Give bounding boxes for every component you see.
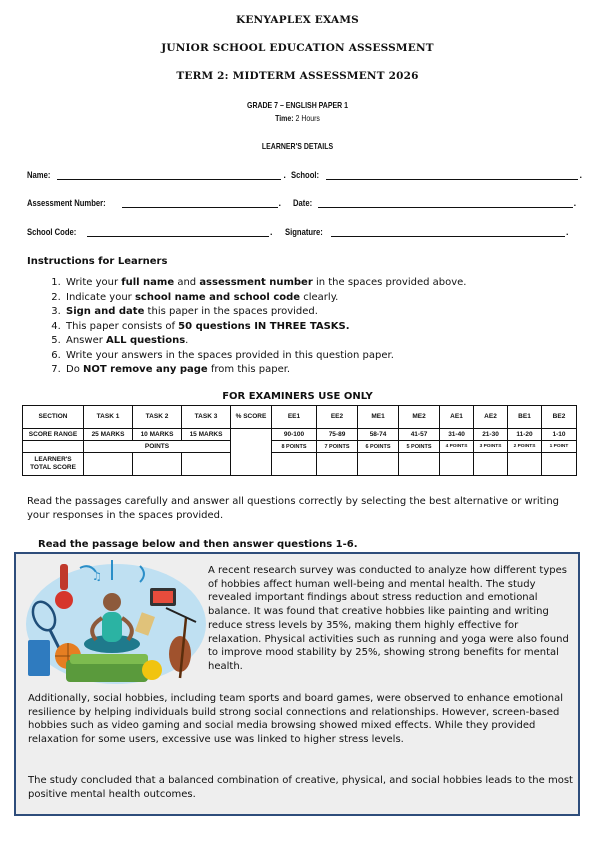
assessment-number-label: Assessment Number: [27, 198, 106, 208]
school-code-label: School Code: [27, 227, 77, 237]
signature-field[interactable] [331, 228, 565, 237]
table-cell[interactable] [317, 453, 358, 476]
table-cell: 7 POINTS [317, 441, 358, 453]
table-cell: 3 POINTS [474, 441, 508, 453]
time-line [54, 113, 542, 123]
table-cell: 6 POINTS [358, 441, 399, 453]
table-cell: BE1 [508, 406, 542, 429]
name-label: Name: [27, 170, 51, 180]
table-cell[interactable] [399, 453, 440, 476]
table-cell: 31-40 [440, 429, 474, 441]
table-cell[interactable] [508, 453, 542, 476]
time-value: 2 Hours [295, 113, 320, 123]
table-cell: LEARNER'S TOTAL SCORE [23, 453, 84, 476]
name-school-row: Name: . School: . [27, 170, 582, 180]
table-cell [23, 441, 84, 453]
general-instruction: Read the passages carefully and answer all questions correctly by selecting the best alternative or writing your responses in the spaces provided. [27, 496, 560, 521]
table-cell: EE2 [317, 406, 358, 429]
examiners-title: FOR EXAMINERS USE ONLY [222, 391, 373, 402]
table-cell: BE2 [542, 406, 577, 429]
instruction-item: 5. Answer ALL questions. [64, 334, 584, 349]
hobbies-meditation-illustration-icon [20, 558, 210, 688]
table-cell: 15 MARKS [182, 429, 231, 441]
passage-paragraph-2: Additionally, social hobbies, including team sports and board games, were observed to enhance emotional resilience by helping individuals build strong social connections and relationships. However, screen-based hobbies such as video gaming and social media browsing showed mixed effects. While they provided relaxation for some users, excessive use was linked to higher stress levels. [28, 693, 564, 746]
table-cell: 8 POINTS [272, 441, 317, 453]
instruction-item: 3. Sign and date this paper in the spaces provided. [64, 305, 584, 320]
score-range-row [23, 429, 577, 441]
instruction-item: 1. Write your full name and assessment number in the spaces provided above. [64, 276, 584, 291]
learner-details-title: LEARNER'S DETAILS [261, 141, 334, 151]
instruction-item: 4. This paper consists of 50 questions IN THREE TASKS. [64, 320, 584, 335]
school-label: School: [290, 170, 319, 180]
table-cell: 41-57 [399, 429, 440, 441]
table-cell: 2 POINTS [508, 441, 542, 453]
paper-title: GRADE 7 – ENGLISH PAPER 1 [247, 100, 348, 110]
task3-score-cell[interactable] [182, 453, 231, 476]
table-cell: EE1 [272, 406, 317, 429]
table-cell: SCORE RANGE [23, 429, 84, 441]
table-cell: 25 MARKS [84, 429, 133, 441]
task1-score-cell[interactable] [84, 453, 133, 476]
table-cell: TASK 1 [84, 406, 133, 429]
code-signature-row: School Code: . Signature: . [27, 227, 569, 237]
table-cell: 1-10 [542, 429, 577, 441]
table-cell[interactable] [358, 453, 399, 476]
assessment-number-field[interactable] [122, 199, 278, 208]
task2-score-cell[interactable] [133, 453, 182, 476]
table-cell: TASK 2 [133, 406, 182, 429]
instruction-item: 7. Do NOT remove any page from this paper. [64, 363, 584, 378]
table-cell: SECTION [23, 406, 84, 429]
table-cell: 58-74 [358, 429, 399, 441]
table-cell: 11-20 [508, 429, 542, 441]
table-cell: 10 MARKS [133, 429, 182, 441]
table-cell: 1 POINT [542, 441, 577, 453]
examiners-table [22, 405, 577, 476]
signature-label: Signature: [284, 227, 323, 237]
passage-paragraph-1: A recent research survey was conducted to analyze how different types of hobbies affect human well-being and mental health. The study revealed important findings about stress reduction and emotional balance. It was found that creative hobbies like painting and writing reduce stress levels by 35%, making them highly effective for relaxation. Physical activities such as running and yoga were also found to improve mood stability by 25%, showing strong benefits for mental health. [208, 565, 569, 672]
points-row [23, 441, 577, 453]
school-field[interactable] [326, 171, 579, 180]
passage-heading: Read the passage below and then answer questions 1-6. [38, 539, 358, 550]
school-code-field[interactable] [87, 228, 269, 237]
table-cell: AE2 [474, 406, 508, 429]
total-score-row [23, 453, 577, 476]
assessment-date-row: Assessment Number: . Date: . [27, 198, 577, 208]
table-cell: % SCORE [231, 406, 272, 429]
date-label: Date: [293, 198, 313, 208]
exam-body-title: KENYAPLEX EXAMS [236, 14, 359, 26]
table-cell: 75-89 [317, 429, 358, 441]
svg-text:♫: ♫ [92, 570, 102, 583]
passage-box [14, 552, 580, 816]
table-cell: ME2 [399, 406, 440, 429]
date-field[interactable] [318, 199, 573, 208]
table-cell: TASK 3 [182, 406, 231, 429]
instruction-item: 2. Indicate your school name and school code clearly. [64, 291, 584, 306]
instructions-title: Instructions for Learners [27, 256, 168, 267]
table-cell[interactable] [474, 453, 508, 476]
percent-score-cell[interactable] [231, 429, 272, 476]
assessment-title: JUNIOR SCHOOL EDUCATION ASSESSMENT [161, 42, 434, 54]
passage-paragraph-3: The study concluded that a balanced combination of creative, physical, and social hobbies leads to the most positive mental health outcomes. [28, 775, 573, 800]
table-header-row [23, 406, 577, 429]
table-cell: 90-100 [272, 429, 317, 441]
table-cell[interactable] [440, 453, 474, 476]
name-field[interactable] [57, 171, 282, 180]
table-cell: ME1 [358, 406, 399, 429]
instruction-item: 6. Write your answers in the spaces provided in this question paper. [64, 349, 584, 364]
table-cell: 4 POINTS [440, 441, 474, 453]
instructions-list [40, 276, 584, 378]
table-cell: POINTS [84, 441, 231, 453]
table-cell[interactable] [272, 453, 317, 476]
term-title: TERM 2: MIDTERM ASSESSMENT 2026 [176, 70, 419, 82]
table-cell: 5 POINTS [399, 441, 440, 453]
table-cell[interactable] [542, 453, 577, 476]
table-cell: AE1 [440, 406, 474, 429]
time-label: Time: [275, 113, 294, 123]
table-cell: 21-30 [474, 429, 508, 441]
